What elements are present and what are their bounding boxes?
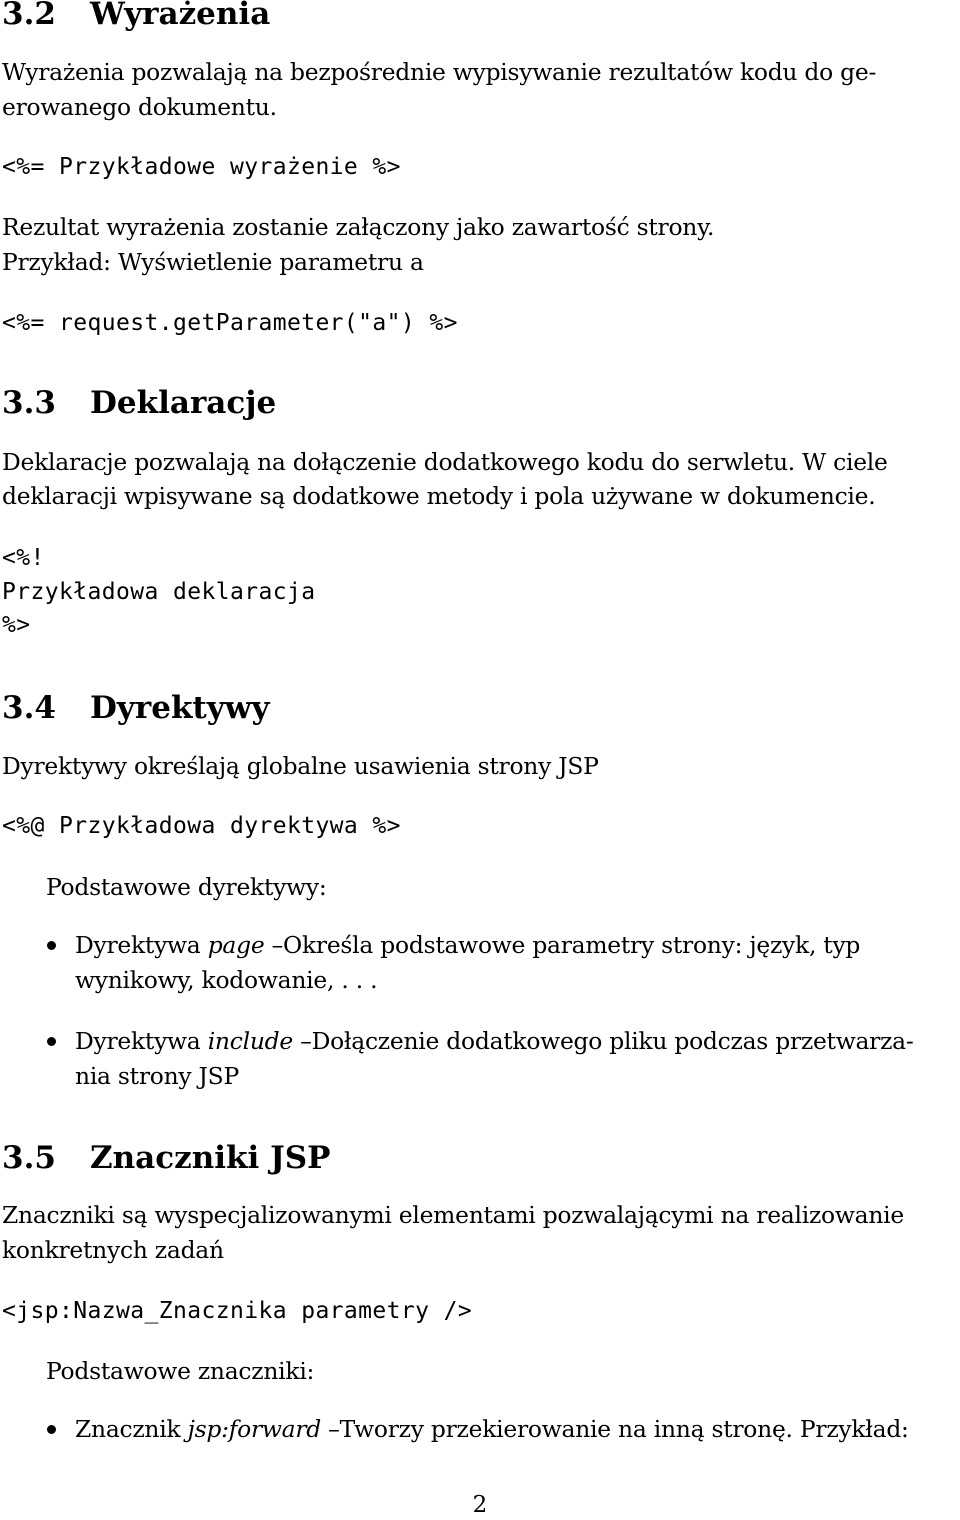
list-item-line (75, 1026, 914, 1056)
list-intro: Podstawowe dyrektywy: (46, 873, 327, 901)
list-item-text: –Określa podstawowe parametry strony: język, typ (264, 931, 861, 959)
code-snippet: <%= request.getParameter("a") %> (2, 310, 458, 336)
code-line: Przykładowa deklaracja (2, 579, 316, 605)
section-number: 3.4 (2, 690, 56, 726)
code-snippet: <%@ Przykładowa dyrektywa %> (2, 813, 401, 839)
bullet-icon (47, 1037, 56, 1046)
bullet-icon (47, 1425, 56, 1434)
list-item-line (75, 1414, 909, 1444)
paragraph-line: Wyrażenia pozwalają na bezpośrednie wypisywanie rezultatów kodu do ge- (2, 58, 877, 86)
paragraph-line: Deklaracje pozwalają na dołączenie dodatkowego kodu do serwletu. W ciele (2, 448, 888, 476)
list-item-line: wynikowy, kodowanie, . . . (75, 966, 378, 994)
section-title: Dyrektywy (90, 690, 270, 726)
section-number: 3.5 (2, 1140, 56, 1176)
list-item-line (75, 930, 860, 960)
paragraph-line: Znaczniki są wyspecjalizowanymi elementami pozwalającymi na realizowanie (2, 1201, 904, 1229)
paragraph-line: erowanego dokumentu. (2, 93, 277, 121)
list-item-prefix: Dyrektywa (75, 1027, 208, 1055)
code-line: %> (2, 612, 31, 638)
section-heading-3-4 (2, 690, 269, 726)
code-snippet: <jsp:Nazwa_Znacznika parametry /> (2, 1298, 473, 1324)
paragraph-line: konkretnych zadań (2, 1236, 224, 1264)
list-item-term: page (207, 931, 265, 959)
list-item-prefix: Znacznik (75, 1415, 188, 1443)
paragraph-line: deklaracji wpisywane są dodatkowe metody i pola używane w dokumencie. (2, 482, 876, 510)
code-snippet: <%= Przykładowe wyrażenie %> (2, 154, 401, 180)
paragraph-line: Dyrektywy określają globalne usawienia strony JSP (2, 752, 599, 780)
list-item-text: –Tworzy przekierowanie na inną stronę. Przykład: (321, 1415, 909, 1443)
page-number: 2 (472, 1492, 488, 1518)
section-heading-3-2 (2, 0, 270, 32)
section-heading-3-3 (2, 385, 276, 421)
list-intro: Podstawowe znaczniki: (46, 1357, 315, 1385)
list-item-text: –Dołączenie dodatkowego pliku podczas przetwarza- (292, 1027, 914, 1055)
list-item-line: nia strony JSP (75, 1062, 239, 1090)
section-heading-3-5 (2, 1140, 330, 1176)
bullet-icon (47, 941, 56, 950)
paragraph-line: Przykład: Wyświetlenie parametru a (2, 248, 424, 276)
list-item-term: jsp:forward (187, 1415, 321, 1443)
section-number: 3.2 (2, 0, 56, 32)
section-title: Znaczniki JSP (90, 1140, 331, 1176)
code-line: <%! (2, 545, 45, 571)
section-title: Wyrażenia (90, 0, 271, 32)
section-title: Deklaracje (90, 385, 277, 421)
list-item-prefix: Dyrektywa (75, 931, 208, 959)
paragraph-line: Rezultat wyrażenia zostanie załączony jako zawartość strony. (2, 213, 715, 241)
list-item-term: include (207, 1027, 293, 1055)
section-number: 3.3 (2, 385, 56, 421)
